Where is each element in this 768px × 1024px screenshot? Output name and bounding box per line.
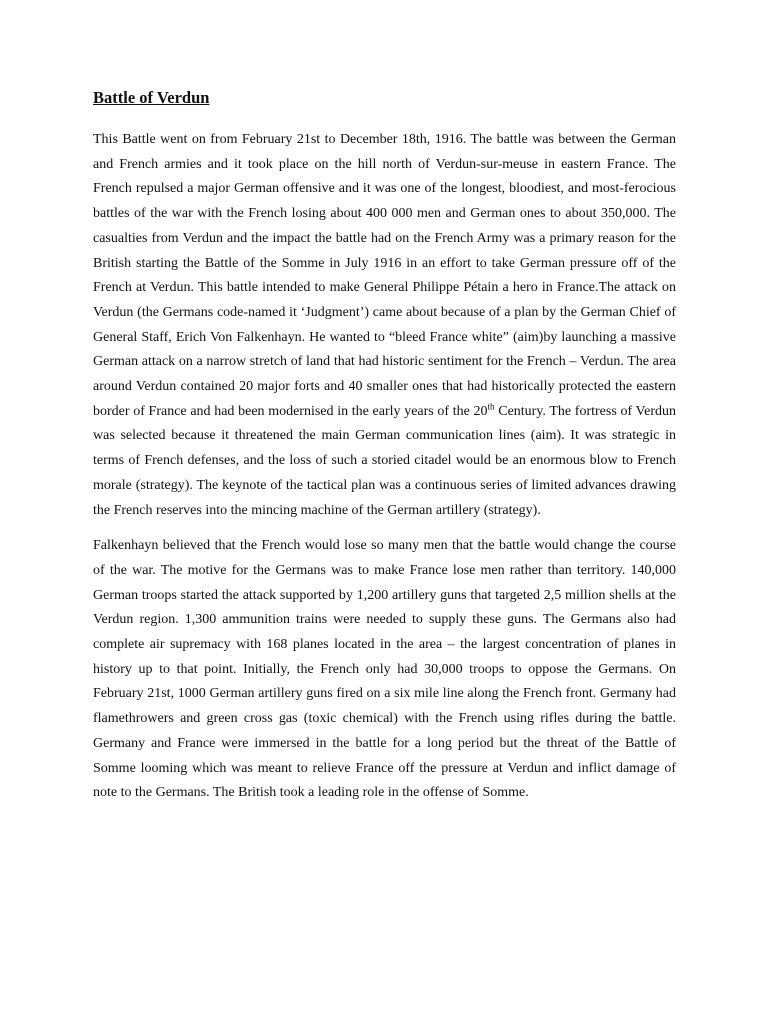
paragraph-1 bbox=[93, 128, 676, 523]
paragraph-2: Falkenhayn believed that the French would lose so many men that the battle would change the course of the war. The motive for the Germans was to make France lose men rather than territory. 140,000 German troops started the attack supported by 1,200 artillery guns that targeted 2,5 million shells at the Verdun region. 1,300 ammunition trains were needed to supply these guns. The Germans also had complete air supremacy with 168 planes located in the area – the largest concentration of planes in history up to that point. Initially, the French only had 30,000 troops to oppose the Germans. On February 21st, 1000 German artillery guns fired on a six mile line along the French front. Germany had flamethrowers and green cross gas (toxic chemical) with the French using rifles during the battle. Germany and France were immersed in the battle for a long period but the threat of the Battle of Somme looming which was meant to relieve France off the pressure at Verdun and inflict damage of note to the Germans. The British took a leading role in the offense of Somme. bbox=[93, 538, 676, 801]
ordinal-superscript: th bbox=[487, 401, 495, 412]
paragraph-1-part-2: Century. The fortress of Verdun was selected because it threatened the main German communication lines (aim). It was strategic in terms of French defenses, and the loss of such a storied citadel would be an enormous blow to French morale (strategy). The keynote of the tactical plan was a continuous series of limited advances drawing the French reserves into the mincing machine of the German artillery (strategy). bbox=[93, 403, 676, 518]
paragraph-1-part-1: This Battle went on from February 21st to December 18th, 1916. The battle was between the German and French armies and it took place on the hill north of Verdun-sur-meuse in eastern France. The French repulsed a major German offensive and it was one of the longest, bloodiest, and most-ferocious battles of the war with the French losing about 400 000 men and German ones to about 350,000. The casualties from Verdun and the impact the battle had on the French Army was a primary reason for the British starting the Battle of the Somme in July 1916 in an effort to take German pressure off of the French at Verdun. This battle intended to make General Philippe Pétain a hero in France.The attack on Verdun (the Germans code-named it ‘Judgment’) came about because of a plan by the German Chief of General Staff, Erich Von Falkenhayn. He wanted to “bleed France white” (aim)by launching a massive German attack on a narrow stretch of land that had historic sentiment for the French – Verdun. The area around Verdun contained 20 major forts and 40 smaller ones that had historically protected the eastern border of France and had been modernised in the early years of the 20 bbox=[93, 132, 676, 419]
document-title: Battle of Verdun bbox=[93, 88, 210, 107]
